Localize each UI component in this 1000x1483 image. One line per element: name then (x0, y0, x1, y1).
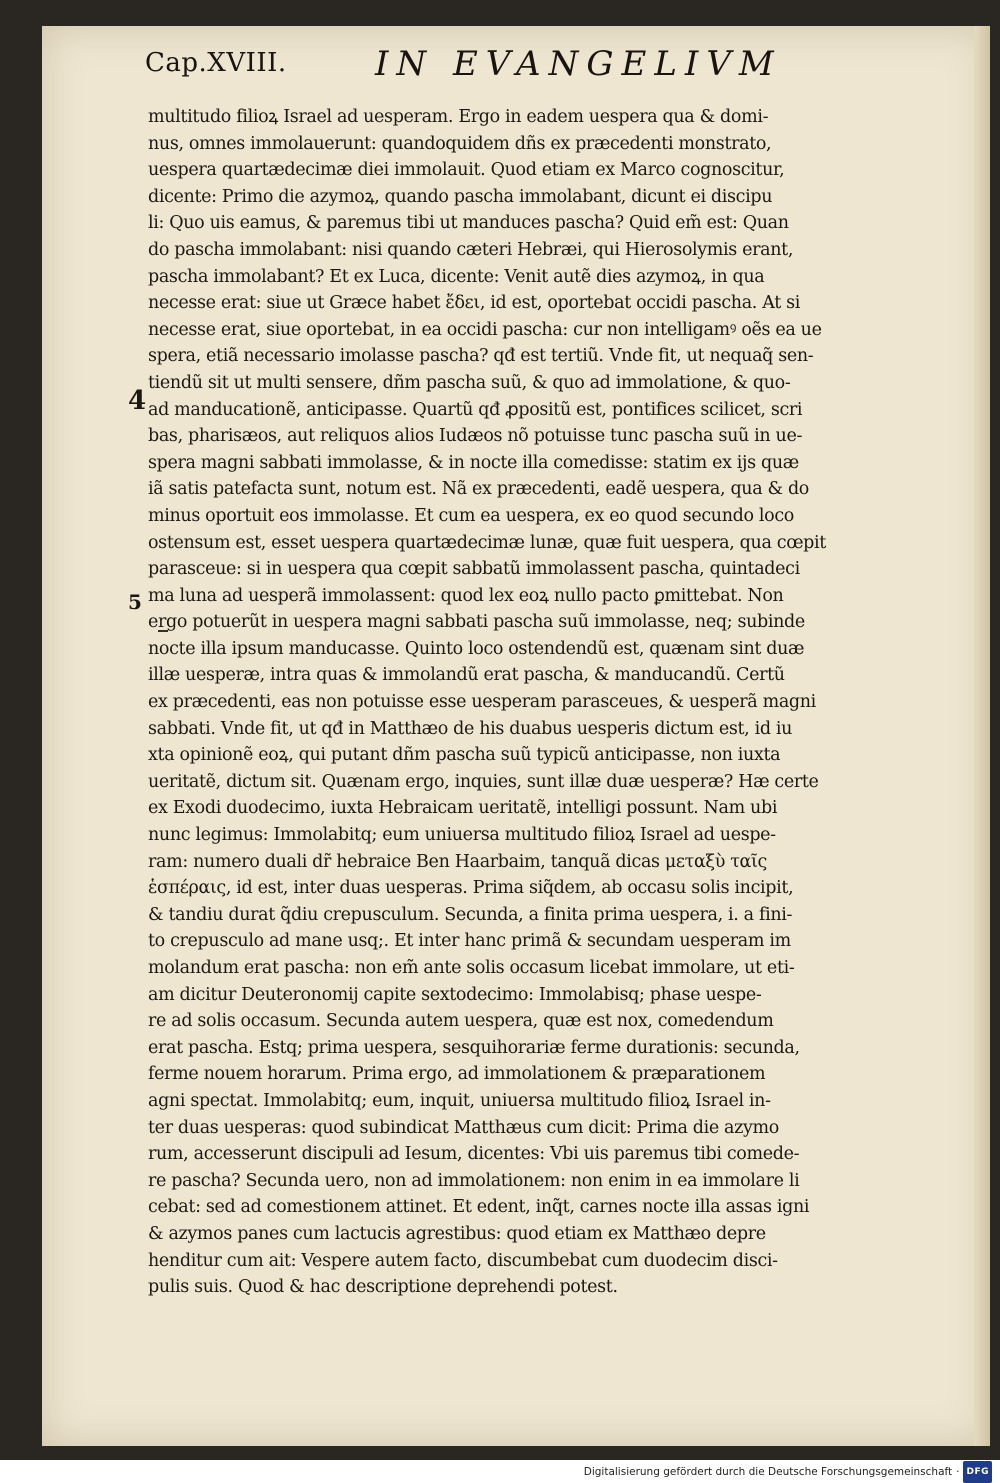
text-line: ad manducationẽ, anticipasse. Quartũ qđ ꝓpositũ est, pontifices scilicet, scri (148, 399, 803, 420)
text-line: bas, pharisæos, aut reliquos alios Iudæos nõ potuisse tunc pascha suũ in ue- (148, 426, 803, 447)
text-line: ueritatẽ, dictum sit. Quænam ergo, inquies, sunt illæ duæ uesperæ? Hæ certe (148, 771, 819, 792)
text-line: xta opinionẽ eoꝝ, qui putant dñm pascha suũ typicũ anticipasse, non iuxta (148, 745, 781, 766)
text-line: ma luna ad uesperã immolassent: quod lex eoꝝ nullo pacto ꝑmittebat. Non (148, 585, 784, 606)
text-line: iã satis patefacta sunt, notum est. Nã ex præcedenti, eadẽ uespera, qua & do (148, 479, 809, 500)
text-line: nunc legimus: Immolabitq; eum uniuersa multitudo filioꝝ Israel ad uespe- (148, 825, 776, 846)
text-line: ter duas uesperas: quod subindicat Matthæus cum dicit: Prima die azymo (148, 1117, 779, 1138)
running-head (145, 44, 835, 96)
text-line: nocte illa ipsum manducasse. Quinto loco ostendendũ est, quænam sint duæ (148, 638, 805, 659)
text-line: ἑσπέραις, id est, inter duas uesperas. Prima siq̃dem, ab occasu solis incipit, (148, 878, 794, 899)
digitization-footer: Digitalisierung gefördert durch die Deutsche Forschungsgemeinschaft · DFG (584, 1462, 992, 1482)
text-line: minus oportuit eos immolasse. Et cum ea uespera, ex eo quod secundo loco (148, 505, 794, 526)
margin-note-4: 4 (128, 386, 147, 416)
text-line: erat pascha. Estq; prima uespera, sesquihorariæ ferme durationis: secunda, (148, 1037, 800, 1058)
footer-credit: Digitalisierung gefördert durch die Deutsche Forschungsgemeinschaft (583, 1466, 953, 1478)
text-line: necesse erat, siue oportebat, in ea occidi pascha: cur non intelligamꝰ oẽs ea ue (148, 319, 822, 340)
text-line: necesse erat: siue ut Græce habet ἔδει, id est, oportebat occidi pascha. At si (148, 293, 800, 314)
body-text (148, 104, 838, 1301)
text-line: ex præcedenti, eas non potuisse esse uesperam parasceues, & uesperã magni (148, 692, 816, 713)
margin-note-5: 5 (128, 590, 142, 614)
text-line: do pascha immolabant: nisi quando cæteri Hebræi, qui Hierosolymis erant, (148, 239, 794, 260)
text-line: pascha immolabant? Et ex Luca, dicente: Venit autẽ dies azymoꝝ, in qua (148, 266, 765, 287)
text-line: re ad solis occasum. Secunda autem uespera, quæ est nox, comedendum (148, 1011, 774, 1032)
text-line: ex Exodi duodecimo, iuxta Hebraicam ueritatẽ, intelligi possunt. Nam ubi (148, 798, 778, 819)
text-line: cebat: sed ad comestionem attinet. Et edent, inq̃t, carnes nocte illa assas igni (148, 1197, 810, 1218)
text-line: li: Quo uis eamus, & paremus tibi ut manduces pascha? Quid em̃ est: Quan (148, 213, 789, 234)
text-line: ostensum est, esset uespera quartædecimæ lunæ, quæ fuit uespera, qua cœpit (148, 532, 826, 553)
book-title: IN EVANGELIVM (375, 44, 782, 84)
text-line: spera magni sabbati immolasse, & in nocte illa comedisse: statim ex ijs quæ (148, 452, 799, 473)
text-line: ergo potuerũt in uespera magni sabbati pascha suũ immolasse, neq; subinde (148, 612, 805, 633)
text-line: & tandiu durat q̃diu crepusculum. Secunda, a finita prima uespera, i. a fini- (148, 904, 793, 925)
text-line: re pascha? Secunda uero, non ad immolationem: non enim in ea immolare li (148, 1170, 800, 1191)
text-line: am dicitur Deuteronomij capite sextodecimo: Immolabisq; phase uespe- (148, 984, 762, 1005)
chapter-label: Cap.XVIII. (145, 48, 287, 78)
text-line: illæ uesperæ, intra quas & immolandũ erat pascha, & manducandũ. Certũ (148, 665, 785, 686)
text-line: & azymos panes cum lactucis agrestibus: quod etiam ex Matthæo depre (148, 1223, 766, 1244)
text-line: rum, accesserunt discipuli ad Iesum, dicentes: Vbi uis paremus tibi comede- (148, 1144, 800, 1165)
text-line: agni spectat. Immolabitq; eum, inquit, uniuersa multitudo filioꝝ Israel in- (148, 1090, 771, 1111)
text-line: multitudo filioꝝ Israel ad uesperam. Ergo in eadem uespera qua & domi- (148, 107, 769, 127)
text-line: molandum erat pascha: non em̃ ante solis occasum licebat immolare, ut eti- (148, 958, 795, 978)
text-line: tiendũ sit ut multi sensere, dñm pascha suũ, & quo ad immolatione, & quo- (148, 372, 791, 393)
text-line: sabbati. Vnde fit, ut qđ in Matthæo de his duabus uesperis dictum est, id iu (148, 718, 793, 739)
text-line: to crepusculo ad mane usq;. Et inter hanc primã & secundam uesperam im (148, 931, 791, 952)
page-edge (974, 26, 990, 1446)
text-line: pulis suis. Quod & hac descriptione deprehendi potest. (148, 1277, 618, 1298)
text-line: dicente: Primo die azymoꝝ, quando pascha immolabant, dicunt ei discipu (148, 186, 773, 207)
text-line: nus, omnes immolauerunt: quandoquidem dñs ex præcedenti monstrato, (148, 133, 772, 154)
text-line: henditur cum ait: Vespere autem facto, discumbebat cum duodecim disci- (148, 1250, 778, 1271)
text-line: ferme nouem horarum. Prima ergo, ad immolationem & præparationem (148, 1064, 766, 1085)
dfg-logo-icon: DFG (963, 1461, 992, 1483)
text-line: spera, etiã necessario imolasse pascha? qđ est tertiũ. Vnde fit, ut nequaq̃ sen- (148, 346, 814, 367)
text-line: ram: numero duali dr̃ hebraice Ben Haarbaim, tanquã dicas μεταξὺ ταῖς (148, 851, 767, 872)
text-line: parasceue: si in uespera qua cœpit sabbatũ immolassent pascha, quintadeci (148, 559, 800, 580)
text-line: uespera quartædecimæ diei immolauit. Quod etiam ex Marco cognoscitur, (148, 160, 785, 181)
